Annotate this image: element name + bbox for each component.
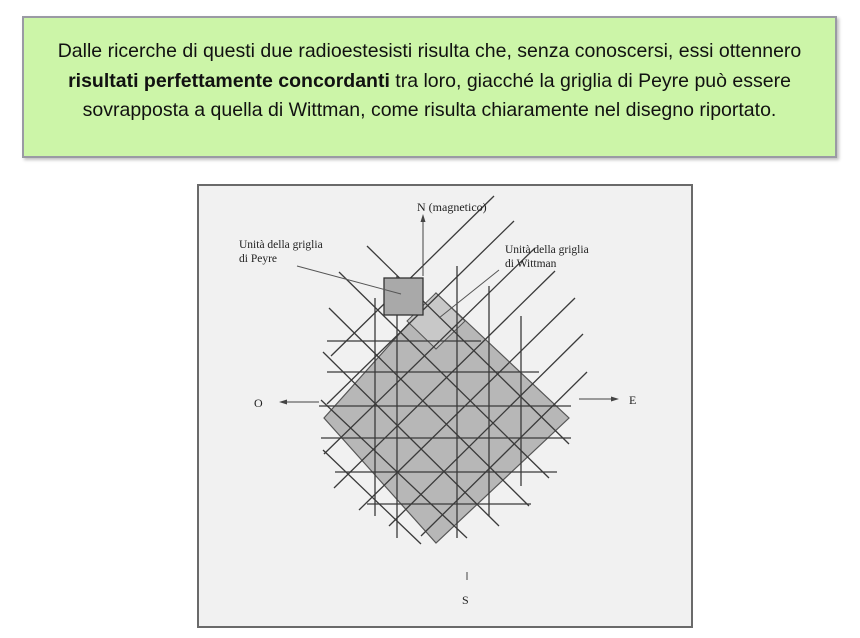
west-arrowhead [279,400,287,405]
west-label: O [254,396,263,410]
grid-diagram [197,184,693,628]
grid-diagram-svg [199,186,691,626]
north-arrowhead [421,214,426,222]
text-intro: Dalle ricerche di questi due radioestesisti risulta che, senza conoscersi, essi ottennero [57,40,802,62]
text-bold-emphasis: risultati perfettamente concordanti [68,69,390,92]
south-label: S [462,593,469,607]
wittman-label-line1: Unità della griglia [505,244,589,256]
peyre-unit-cell [384,278,423,315]
text-conclusion: tra loro, giacché la griglia di Peyre può essere sovrapposta a quella di Wittman, come risulta chiaramente nel disegno riportato. [82,69,791,121]
peyre-label-line1: Unità della griglia [239,239,323,251]
peyre-label-line2: di Peyre [239,253,278,265]
explanation-textbox [22,16,837,158]
east-arrowhead [611,397,619,402]
wittman-leader-line [439,270,499,318]
north-label: N (magnetico) [417,200,487,214]
wittman-label-line2: di Wittman [505,258,557,270]
east-label: E [629,393,637,407]
